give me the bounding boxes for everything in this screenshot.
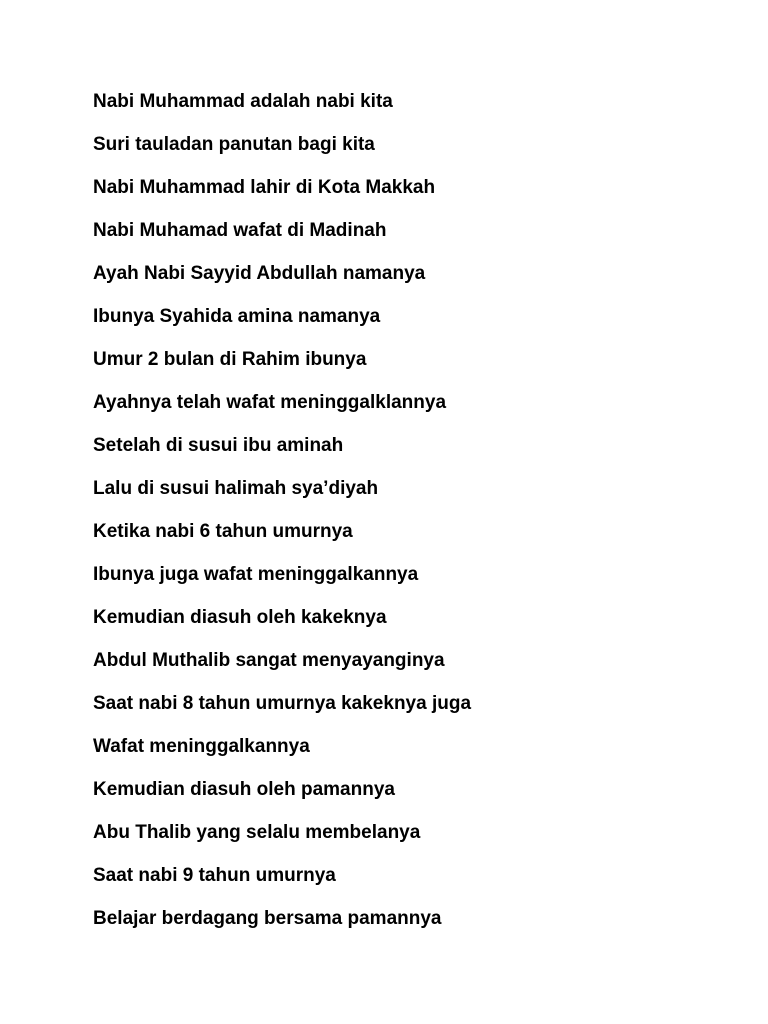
text-line: Abdul Muthalib sangat menyayanginya	[93, 650, 445, 671]
text-line: Kemudian diasuh oleh pamannya	[93, 779, 395, 800]
text-line: Wafat meninggalkannya	[93, 736, 310, 757]
text-line: Umur 2 bulan di Rahim ibunya	[93, 349, 367, 370]
text-line: Lalu di susui halimah sya’diyah	[93, 478, 379, 499]
text-line: Setelah di susui ibu aminah	[93, 435, 344, 456]
text-line: Ayahnya telah wafat meninggalklannya	[93, 392, 447, 413]
text-line: Ibunya juga wafat meninggalkannya	[93, 564, 419, 585]
text-line: Kemudian diasuh oleh kakeknya	[93, 607, 387, 628]
text-line: Belajar berdagang bersama pamannya	[93, 908, 442, 929]
text-line: Nabi Muhammad lahir di Kota Makkah	[93, 177, 436, 198]
text-line: Ketika nabi 6 tahun umurnya	[93, 521, 353, 542]
text-line: Saat nabi 8 tahun umurnya kakeknya juga	[93, 693, 472, 714]
text-line: Nabi Muhammad adalah nabi kita	[93, 91, 393, 112]
text-line: Ibunya Syahida amina namanya	[93, 306, 381, 327]
poem-text	[93, 88, 471, 948]
text-line: Saat nabi 9 tahun umurnya	[93, 865, 336, 886]
text-line: Nabi Muhamad wafat di Madinah	[93, 220, 387, 241]
text-line: Suri tauladan panutan bagi kita	[93, 134, 375, 155]
text-line: Abu Thalib yang selalu membelanya	[93, 822, 421, 843]
text-line: Ayah Nabi Sayyid Abdullah namanya	[93, 263, 426, 284]
